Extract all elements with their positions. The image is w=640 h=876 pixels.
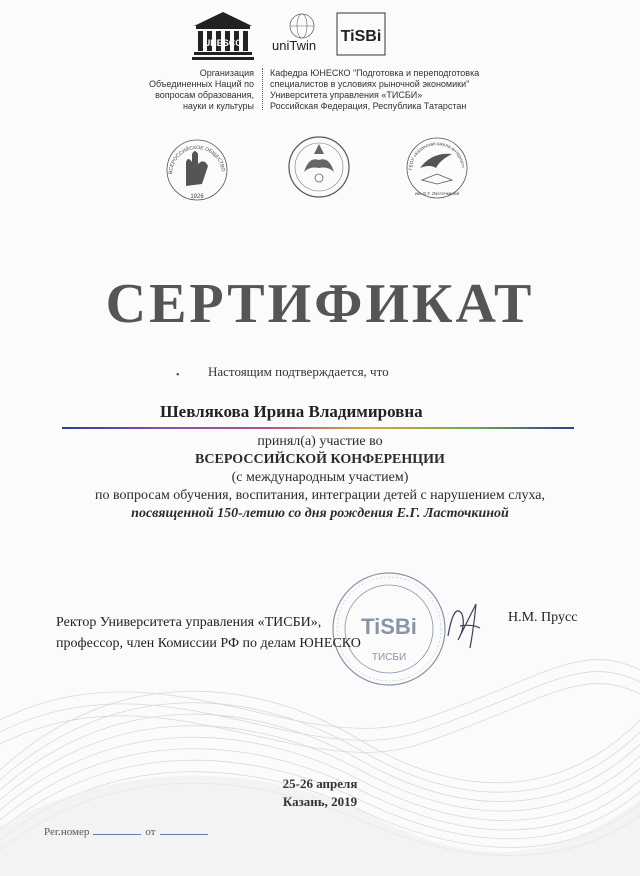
- svg-text:ГБОУ «Казанская школа-интернат: ГБОУ «Казанская школа-интернат»: [407, 140, 466, 171]
- svg-text:1926: 1926: [190, 194, 204, 200]
- svg-text:uniTwin: uniTwin: [272, 38, 317, 53]
- svg-text:им. Е.Г. Ласточкиной: им. Е.Г. Ласточкиной: [414, 191, 460, 196]
- intro-text: Настоящим подтверждается, что: [208, 364, 389, 379]
- rector-title: Ректор Университета управления «ТИСБИ», профессор, член Комиссии РФ по делам ЮНЕСКО: [56, 615, 361, 651]
- reg-date-blank: [160, 834, 208, 835]
- event-dates: 25-26 апреля: [282, 776, 358, 791]
- reg-number-blank: [93, 834, 141, 835]
- signer-name: Н.М. Прусс: [508, 610, 578, 625]
- svg-text:ТИСБИ: ТИСБИ: [371, 652, 407, 663]
- event-name: ВСЕРОССИЙСКОЙ КОНФЕРЕНЦИИ: [195, 452, 445, 467]
- registration-line: [44, 826, 212, 838]
- unesco-logo: [188, 10, 258, 64]
- unitwin-logo: [268, 10, 328, 56]
- reg-date-label: от: [145, 826, 156, 838]
- kazan-school-emblem: [402, 132, 472, 202]
- name-underline: [62, 427, 574, 429]
- tatarstan-emblem: [284, 132, 354, 202]
- unesco-org-text: Организация Объединенных Наций по вопросам образования, науки и культуры: [148, 68, 254, 111]
- handwritten-signature: [440, 596, 488, 656]
- svg-text:ВСЕРОССИЙСКОЕ ОБЩЕСТВО ГЛУХИХ: ВСЕРОССИЙСКОЕ ОБЩЕСТВО: [167, 144, 226, 175]
- reg-number-label: Рег.номер: [44, 826, 90, 838]
- participated-text: принял(а) участие во: [257, 434, 383, 449]
- tisbi-logo: [336, 12, 386, 56]
- header-divider: [262, 68, 263, 110]
- bullet-dot: •: [176, 370, 180, 381]
- certificate-title: СЕРТИФИКАТ: [105, 273, 535, 335]
- svg-text:TiSBi: TiSBi: [361, 614, 417, 639]
- svg-text:UNESCO: UNESCO: [203, 38, 243, 48]
- svg-text:TiSBi: TiSBi: [340, 28, 382, 45]
- event-place: Казань, 2019: [282, 794, 358, 809]
- unesco-chair-text: Кафедра ЮНЕСКО "Подготовка и переподготовка специалистов в условиях рыночной экономики" Университета управления «ТИСБИ» Российская Федерация, Республика Татарстан: [270, 68, 480, 111]
- deaf-society-emblem: [162, 134, 232, 204]
- international-note: (с международным участием): [231, 470, 409, 485]
- topic-text: по вопросам обучения, воспитания, интеграции детей с нарушением слуха,: [95, 488, 545, 503]
- dedication-text: посвященной 150-летию со дня рождения Е.Г. Ласточкиной: [131, 506, 509, 521]
- recipient-name: Шевлякова Ирина Владимировна: [160, 402, 423, 421]
